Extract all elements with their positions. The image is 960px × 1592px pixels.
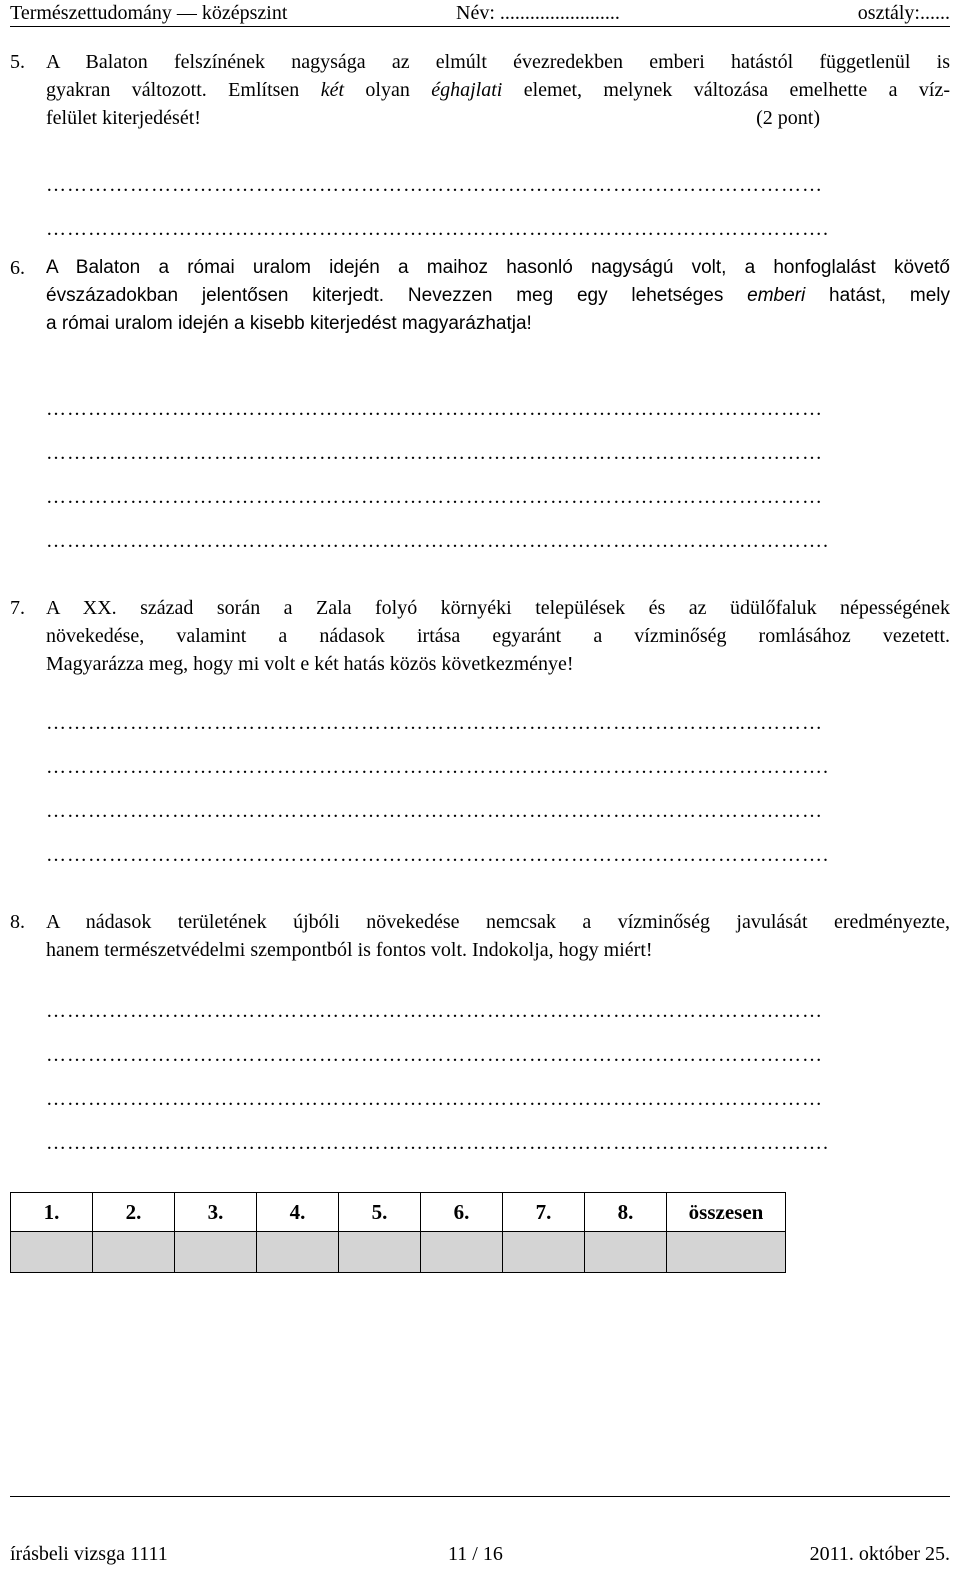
answer-line[interactable]: …………………………………………………………………………………………………. (46, 218, 829, 240)
question-number: 7. (10, 597, 25, 619)
points-label: (2 pont) (756, 107, 820, 129)
question-8 (10, 908, 950, 964)
score-cell[interactable] (585, 1232, 667, 1273)
score-header-cell: 5. (339, 1193, 421, 1232)
answer-line[interactable]: ………………………………………………………………………………………………… (46, 442, 823, 464)
score-table-value-row (11, 1232, 786, 1273)
score-table-header-row (11, 1193, 786, 1232)
answer-line[interactable]: ………………………………………………………………………………………………… (46, 1044, 823, 1066)
score-cell[interactable] (339, 1232, 421, 1273)
score-cell[interactable] (175, 1232, 257, 1273)
question-text-line: Magyarázza meg, hogy mi volt e két hatás közös következménye! (46, 653, 574, 675)
question-number: 6. (10, 257, 25, 279)
question-number: 8. (10, 911, 25, 933)
footer-exam-id: írásbeli vizsga 1111 (10, 1543, 168, 1565)
question-text-line: a római uralom idején a kisebb kiterjedést magyarázhatja! (46, 313, 532, 334)
question-6 (10, 254, 950, 338)
question-text-line: hanem természetvédelmi szempontból is fontos volt. Indokolja, hogy miért! (46, 939, 653, 961)
score-header-cell: 2. (93, 1193, 175, 1232)
question-5 (10, 48, 950, 132)
score-header-cell: 7. (503, 1193, 585, 1232)
score-header-total: összesen (667, 1193, 786, 1232)
page-header (10, 0, 950, 27)
score-cell[interactable] (93, 1232, 175, 1273)
question-text-line: növekedése, valamint a nádasok irtása egyaránt a vízminőség romlásához vezetett. (46, 625, 950, 647)
score-cell[interactable] (503, 1232, 585, 1273)
question-text-line: A nádasok területének újbóli növekedése nemcsak a vízminőség javulását eredményezte, (46, 911, 950, 933)
question-text-line: A XX. század során a Zala folyó környéki települések és az üdülőfaluk népességének (46, 597, 950, 619)
answer-line[interactable]: …………………………………………………………………………………………………. (46, 1132, 829, 1154)
answer-line[interactable]: ………………………………………………………………………………………………… (46, 1000, 823, 1022)
score-header-cell: 6. (421, 1193, 503, 1232)
question-text-line: felület kiterjedését! (2 pont) (46, 104, 950, 132)
question-text-line: gyakran változott. Említsen két olyan éghajlati elemet, melynek változása emelhette a víz- (46, 79, 950, 101)
answer-line[interactable]: …………………………………………………………………………………………………. (46, 844, 829, 866)
footer-page-number: 11 / 16 (448, 1543, 503, 1565)
score-header-cell: 8. (585, 1193, 667, 1232)
answer-line[interactable]: …………………………………………………………………………………………………. (46, 530, 829, 552)
answer-line[interactable]: ………………………………………………………………………………………………… (46, 174, 823, 196)
score-cell[interactable] (11, 1232, 93, 1273)
question-text-line: évszázadokban jelentősen kiterjedt. Nevezzen meg egy lehetséges emberi hatást, mely (46, 285, 950, 306)
score-cell[interactable] (421, 1232, 503, 1273)
answer-line[interactable]: ………………………………………………………………………………………………… (46, 800, 823, 822)
score-total-cell[interactable] (667, 1232, 786, 1273)
page-footer (10, 1496, 950, 1592)
header-name-field: Név: ........................ (456, 2, 620, 24)
question-7 (10, 594, 950, 678)
footer-date: 2011. október 25. (809, 1543, 950, 1565)
question-text-line: A Balaton felszínének nagysága az elmúlt évezredekben emberi hatástól függetlenül is (46, 51, 950, 73)
score-cell[interactable] (257, 1232, 339, 1273)
question-text-line: A Balaton a római uralom idején a maihoz hasonló nagyságú volt, a honfoglalást követő (46, 257, 950, 278)
header-subject: Természettudomány — középszint (10, 2, 288, 24)
answer-line[interactable]: ………………………………………………………………………………………………… (46, 712, 823, 734)
score-table (10, 1192, 786, 1273)
score-header-cell: 3. (175, 1193, 257, 1232)
answer-line[interactable]: ………………………………………………………………………………………………… (46, 398, 823, 420)
answer-line[interactable]: ………………………………………………………………………………………………… (46, 486, 823, 508)
question-number: 5. (10, 51, 25, 73)
answer-line[interactable]: ………………………………………………………………………………………………… (46, 1088, 823, 1110)
header-class-field: osztály:...... (857, 2, 950, 24)
answer-line[interactable]: …………………………………………………………………………………………………. (46, 756, 829, 778)
score-header-cell: 4. (257, 1193, 339, 1232)
score-header-cell: 1. (11, 1193, 93, 1232)
